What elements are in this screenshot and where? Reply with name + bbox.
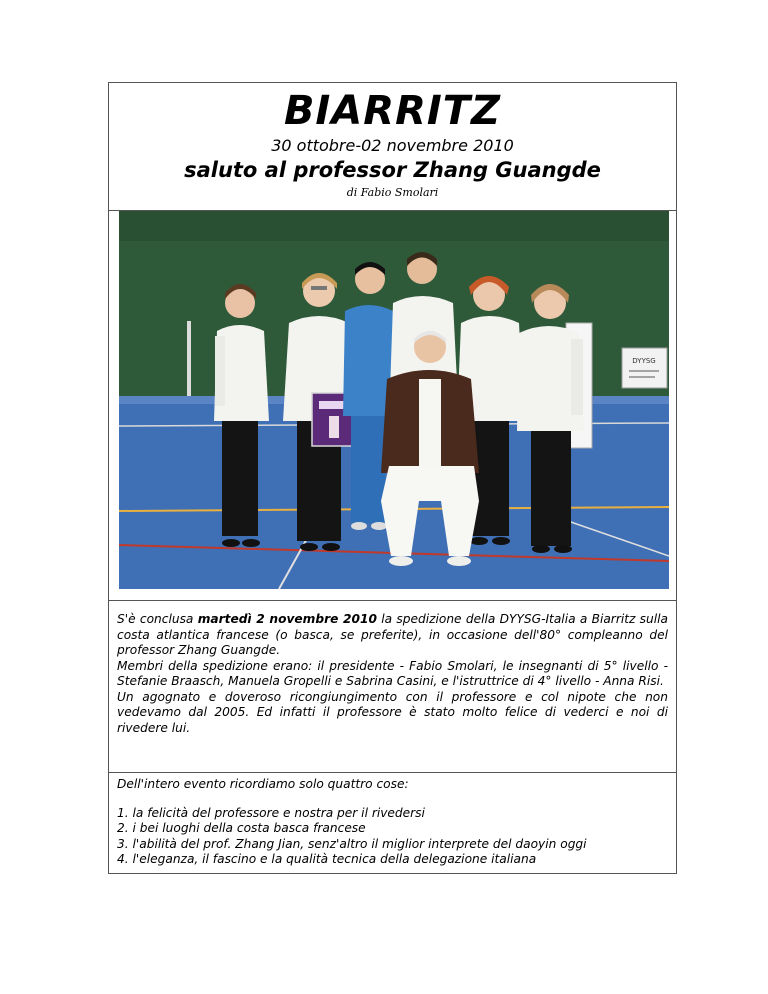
- banner-sign: [622, 348, 667, 388]
- group-photo: [119, 211, 669, 589]
- article-paragraph: S'è conclusa martedì 2 novembre 2010 la spedizione della DYYSG-Italia a Biarritz sulla costa atlantica francese (o basca, se preferite), in occasione dell'80° compleanno del professor Zhang Guangde. Membri della spedizione erano: il presidente - Fabio Smolari, le insegnanti di 5° livello - Stefanie Braasch, Manuela Gropelli e Sabrina Casini, e l'istruttrice di 4° livello - Anna Risi. Un agognato e doveroso ricongiungimento con il professore e col nipote che non vedevamo dal 2005. Ed infatti il professore è stato molto felice di vederci e noi di rivedere lui.: [117, 612, 668, 735]
- list-item: 4. l'eleganza, il fascino e la qualità tecnica della delegazione italiana: [117, 851, 537, 866]
- memories-intro: Dell'intero evento ricordiamo solo quattro cose:: [117, 777, 409, 791]
- list-item: 1. la felicità del professore e nostra per il rivedersi: [117, 806, 425, 820]
- memories-list: [117, 806, 587, 867]
- list-item: 2. i bei luoghi della costa basca francese: [117, 821, 366, 836]
- event-dates: 30 ottobre-02 novembre 2010: [271, 136, 514, 155]
- date-highlight: martedì 2 novembre 2010: [197, 612, 377, 626]
- page-title: BIARRITZ: [283, 88, 502, 134]
- subtitle: saluto al professor Zhang Guangde: [184, 158, 601, 182]
- document-frame: [108, 82, 677, 874]
- header-cell: [109, 83, 676, 211]
- list-item: 3. l'abilità del prof. Zhang Jian, senz'altro il miglior interprete del daoyin oggi: [117, 836, 587, 851]
- article-text-cell: [109, 600, 676, 773]
- photo-cell: [109, 210, 676, 601]
- memories-cell: [109, 772, 676, 873]
- author-byline: di Fabio Smolari: [346, 186, 439, 199]
- svg-text:DYYSG: DYYSG: [632, 357, 656, 365]
